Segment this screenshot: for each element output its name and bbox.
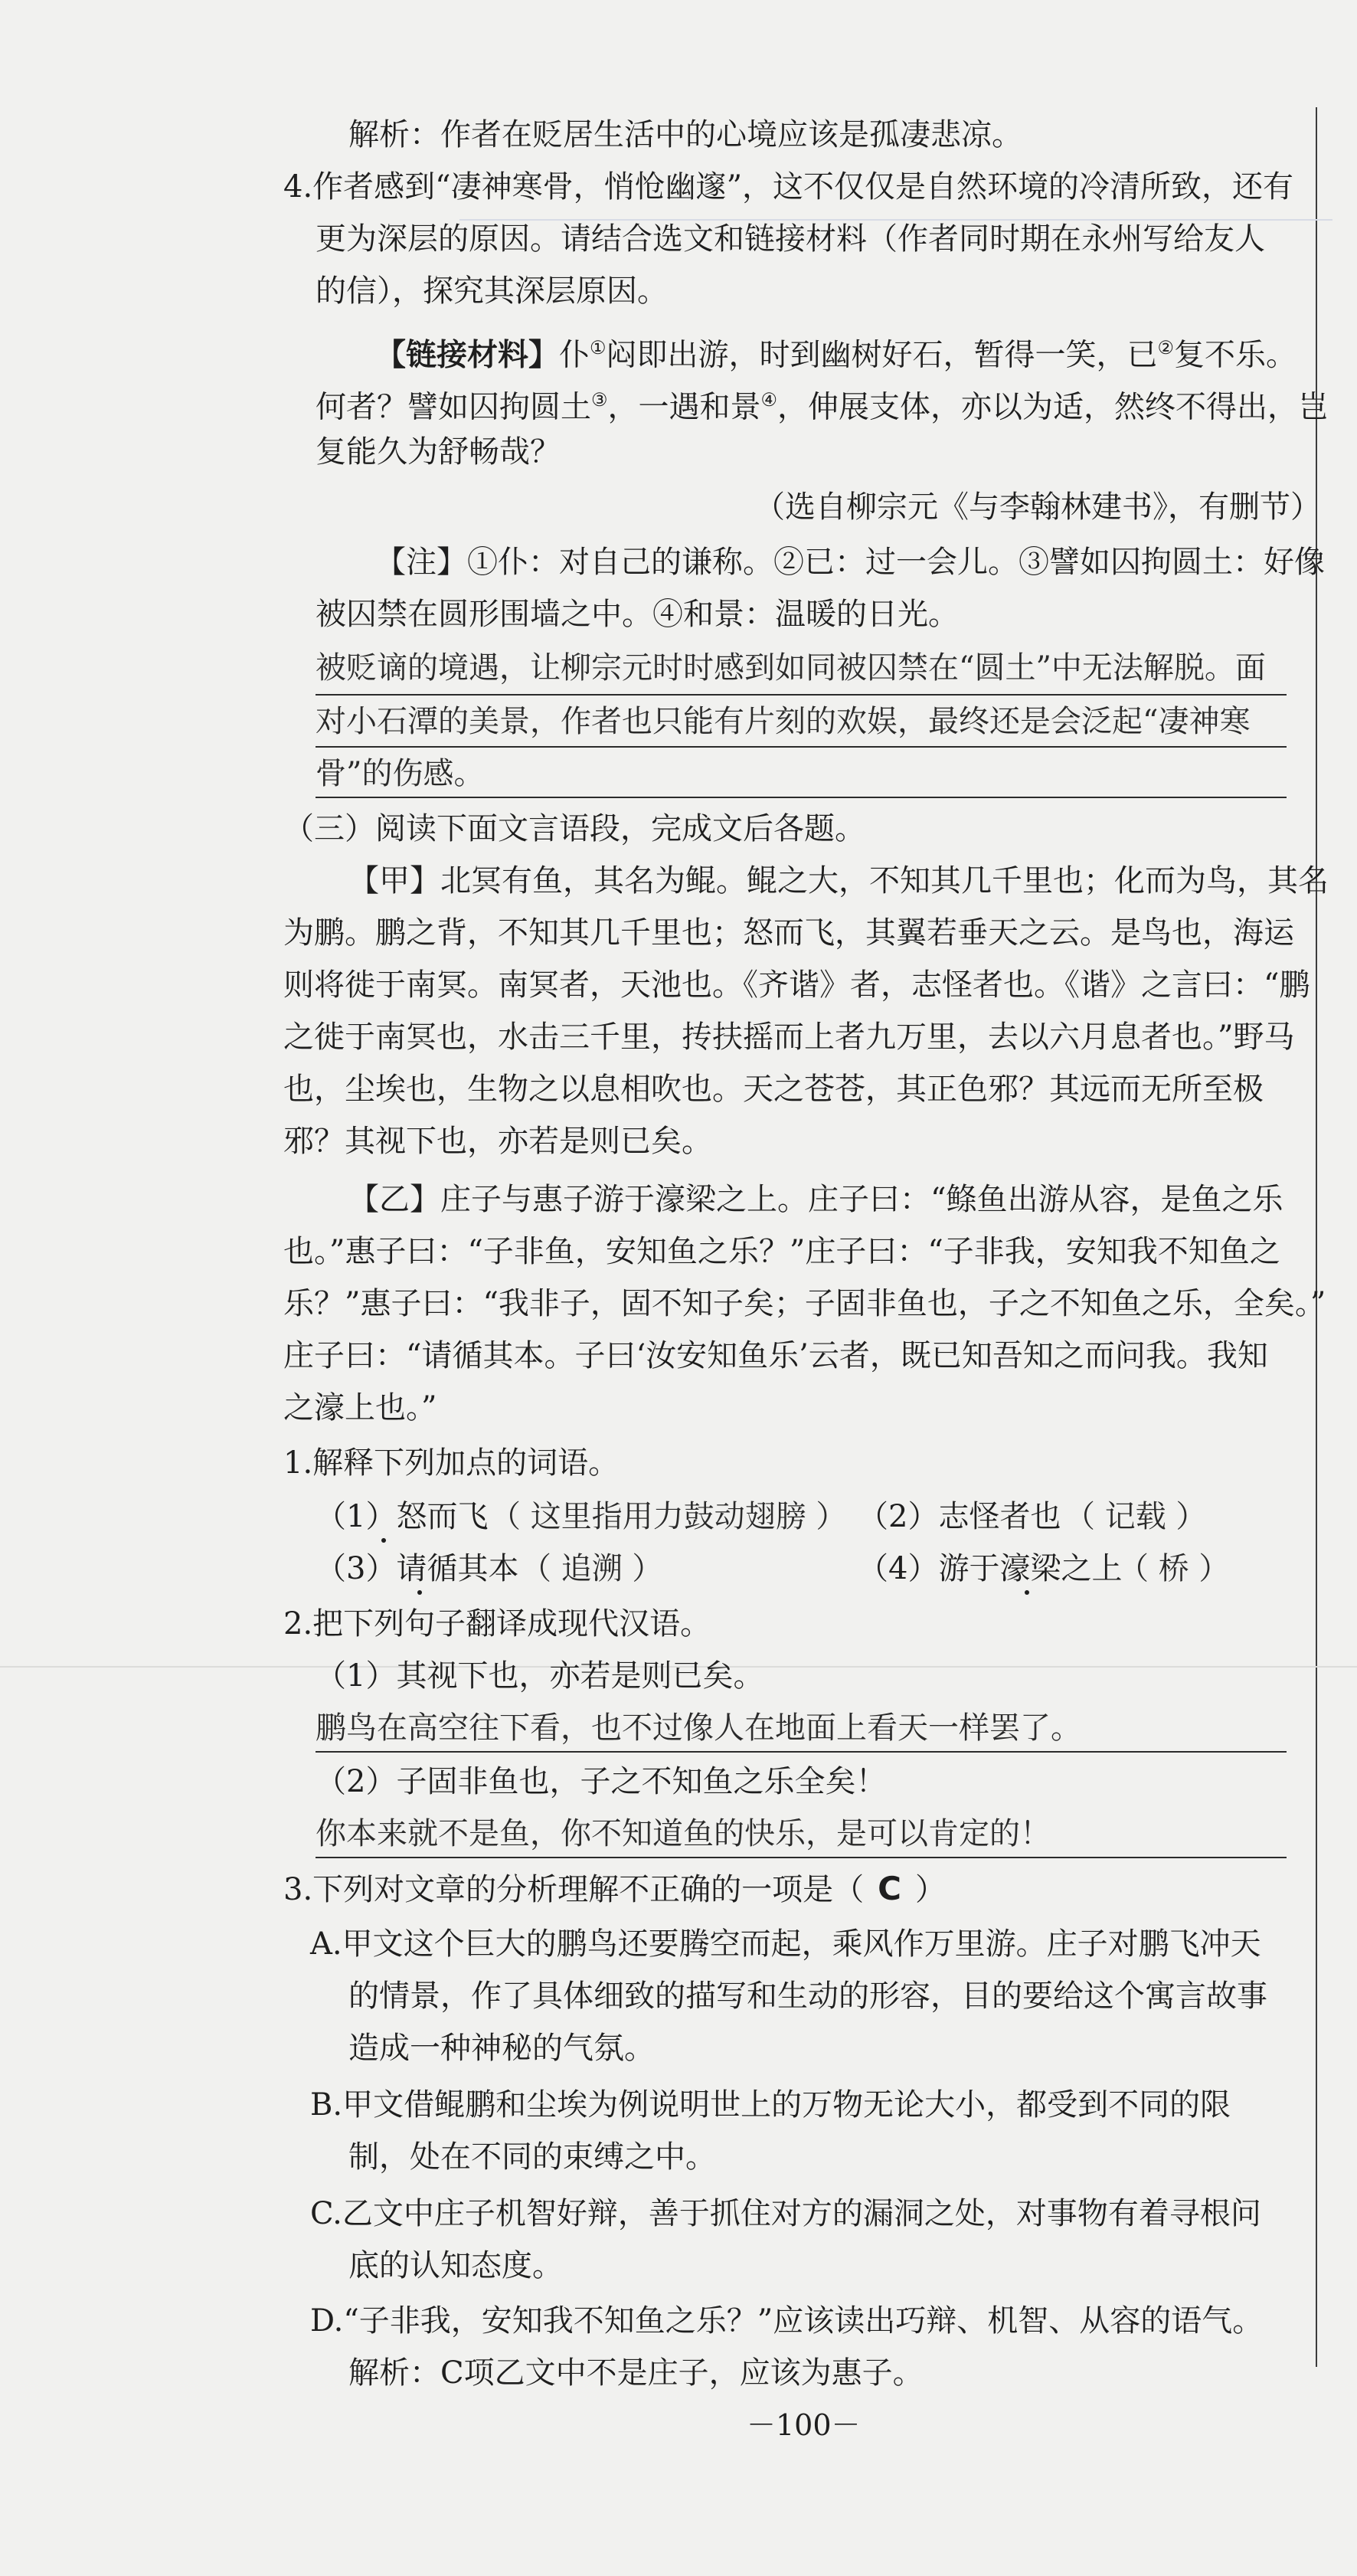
q2-sentence2: （2）子固非鱼也，子之不知鱼之乐全矣！ xyxy=(316,1764,887,1799)
q1-item3: （3）请循其本 xyxy=(316,1551,519,1586)
q1-answer4: （ 桥 ） xyxy=(1118,1551,1230,1586)
q3-option-b-line2: 制，处在不同的束缚之中。 xyxy=(348,2139,716,2175)
q4-answer-line3: 骨”的伤感。 xyxy=(316,756,485,791)
q1-answer2: （ 记载 ） xyxy=(1064,1499,1207,1534)
q4-prompt-line3: 的信），探究其深层原因。 xyxy=(316,273,668,309)
page-number: －100－ xyxy=(747,2408,861,2442)
q1-item2: （2）志怪者也 xyxy=(858,1499,1061,1534)
section3-heading: （三）阅读下面文言语段，完成文后各题。 xyxy=(283,811,865,846)
q2-prompt: 2.把下列句子翻译成现代汉语。 xyxy=(283,1606,711,1642)
q1-item1: （1）怒而飞 xyxy=(316,1499,489,1534)
material-notes-line1: 【注】①仆：对自己的谦称。②已：过一会儿。③譬如囚拘圆土：好像 xyxy=(375,545,1325,580)
passage-yi-line2: 也。”惠子曰：“子非鱼，安知鱼之乐？”庄子曰：“子非我，安知我不知鱼之 xyxy=(283,1234,1280,1269)
passage-yi-line3: 乐？”惠子曰：“我非子，固不知子矣；子固非鱼也，子之不知鱼之乐，全矣。” xyxy=(283,1286,1326,1321)
q1-answer3: （ 追溯 ） xyxy=(521,1551,663,1586)
q3-answer: C xyxy=(878,1870,901,1907)
answer-rule xyxy=(316,1751,1287,1753)
q3-option-b-line1: B.甲文借鲲鹏和尘埃为例说明世上的万物无论大小，都受到不同的限 xyxy=(310,2087,1231,2123)
answer-rule xyxy=(316,694,1287,696)
q3-option-a-line1: A.甲文这个巨大的鹏鸟还要腾空而起，乘风作万里游。庄子对鹏飞冲天 xyxy=(310,1926,1261,1962)
material-source: （选自柳宗元《与李翰林建书》，有删节） xyxy=(754,489,1321,525)
link-material-line1: 【链接材料】仆①闷即出游，时到幽树好石，暂得一笑，已②复不乐。 xyxy=(375,336,1297,373)
q3-option-a-line2: 的情景，作了具体细致的描写和生动的形容，目的要给这个寓言故事 xyxy=(348,1979,1267,2014)
passage-jia-line4: 之徙于南冥也，水击三千里，抟扶摇而上者九万里，去以六月息者也。”野马 xyxy=(283,1020,1295,1055)
q1-answer1: （ 这里指用力鼓动翅膀 ） xyxy=(490,1499,847,1534)
answer-rule xyxy=(316,1857,1287,1858)
emphasis-dot xyxy=(417,1590,422,1595)
link-material-line3: 复能久为舒畅哉？ xyxy=(316,434,561,470)
q1-item4: （4）游于濠梁之上 xyxy=(858,1551,1123,1586)
q1-prompt: 1.解释下列加点的词语。 xyxy=(283,1445,620,1481)
q3-option-c-line2: 底的认知态度。 xyxy=(348,2248,563,2283)
prev-analysis: 解析：作者在贬居生活中的心境应该是孤凄悲凉。 xyxy=(348,117,1022,152)
link-material-line2: 何者？譬如囚拘圆土③，一遇和景④，伸展支体，亦以为适，然终不得出，岂 xyxy=(316,389,1329,425)
passage-yi-line5: 之濠上也。” xyxy=(283,1390,437,1425)
material-label: 【链接材料】 xyxy=(375,336,559,373)
passage-jia-line3: 则将徙于南冥。南冥者，天池也。《齐谐》者，志怪者也。《谐》之言曰：“鹏 xyxy=(283,967,1310,1003)
q3-prompt: 3.下列对文章的分析理解不正确的一项是（ C ） xyxy=(283,1870,946,1907)
q2-answer1: 鹏鸟在高空往下看，也不过像人在地面上看天一样罢了。 xyxy=(316,1710,1081,1746)
margin-line xyxy=(1316,107,1317,2367)
q4-prompt-line1: 4.作者感到“凄神寒骨，悄怆幽邃”，这不仅仅是自然环境的冷清所致，还有 xyxy=(283,169,1294,205)
emphasis-dot xyxy=(1025,1590,1029,1595)
q3-option-c-line1: C.乙文中庄子机智好辩，善于抓住对方的漏洞之处，对事物有着寻根问 xyxy=(310,2196,1261,2231)
emphasis-dot xyxy=(381,1538,386,1543)
q2-sentence1: （1）其视下也，亦若是则已矣。 xyxy=(316,1658,764,1694)
q3-option-d: D.“子非我，安知我不知鱼之乐？”应该读出巧辩、机智、从容的语气。 xyxy=(310,2303,1264,2339)
passage-jia-line6: 邪？其视下也，亦若是则已矣。 xyxy=(283,1124,712,1159)
q4-answer-line2: 对小石潭的美景，作者也只能有片刻的欢娱，最终还是会泛起“凄神寒 xyxy=(316,704,1251,739)
q3-option-a-line3: 造成一种神秘的气氛。 xyxy=(348,2031,655,2066)
passage-yi-line1: 【乙】庄子与惠子游于濠梁之上。庄子曰：“鲦鱼出游从容，是鱼之乐 xyxy=(348,1182,1283,1217)
passage-jia-line1: 【甲】北冥有鱼，其名为鲲。鲲之大，不知其几千里也；化而为鸟，其名 xyxy=(348,863,1329,898)
q4-prompt-line2: 更为深层的原因。请结合选文和链接材料（作者同时期在永州写给友人 xyxy=(316,221,1265,257)
passage-yi-line4: 庄子曰：“请循其本。子曰‘汝安知鱼乐’云者，既已知吾知之而问我。我知 xyxy=(283,1338,1268,1373)
q3-analysis: 解析：C项乙文中不是庄子，应该为惠子。 xyxy=(348,2355,924,2391)
passage-jia-line5: 也，尘埃也，生物之以息相吹也。天之苍苍，其正色邪？其远而无所至极 xyxy=(283,1072,1264,1107)
material-notes-line2: 被囚禁在圆形围墙之中。④和景：温暖的日光。 xyxy=(316,597,959,632)
q2-answer2: 你本来就不是鱼，你不知道鱼的快乐，是可以肯定的！ xyxy=(316,1816,1051,1851)
passage-jia-line2: 为鹏。鹏之背，不知其几千里也；怒而飞，其翼若垂天之云。是鸟也，海运 xyxy=(283,915,1294,951)
answer-rule xyxy=(316,797,1287,798)
answer-rule xyxy=(316,746,1287,748)
q4-answer-line1: 被贬谪的境遇，让柳宗元时时感到如同被囚禁在“圆土”中无法解脱。面 xyxy=(316,650,1266,686)
